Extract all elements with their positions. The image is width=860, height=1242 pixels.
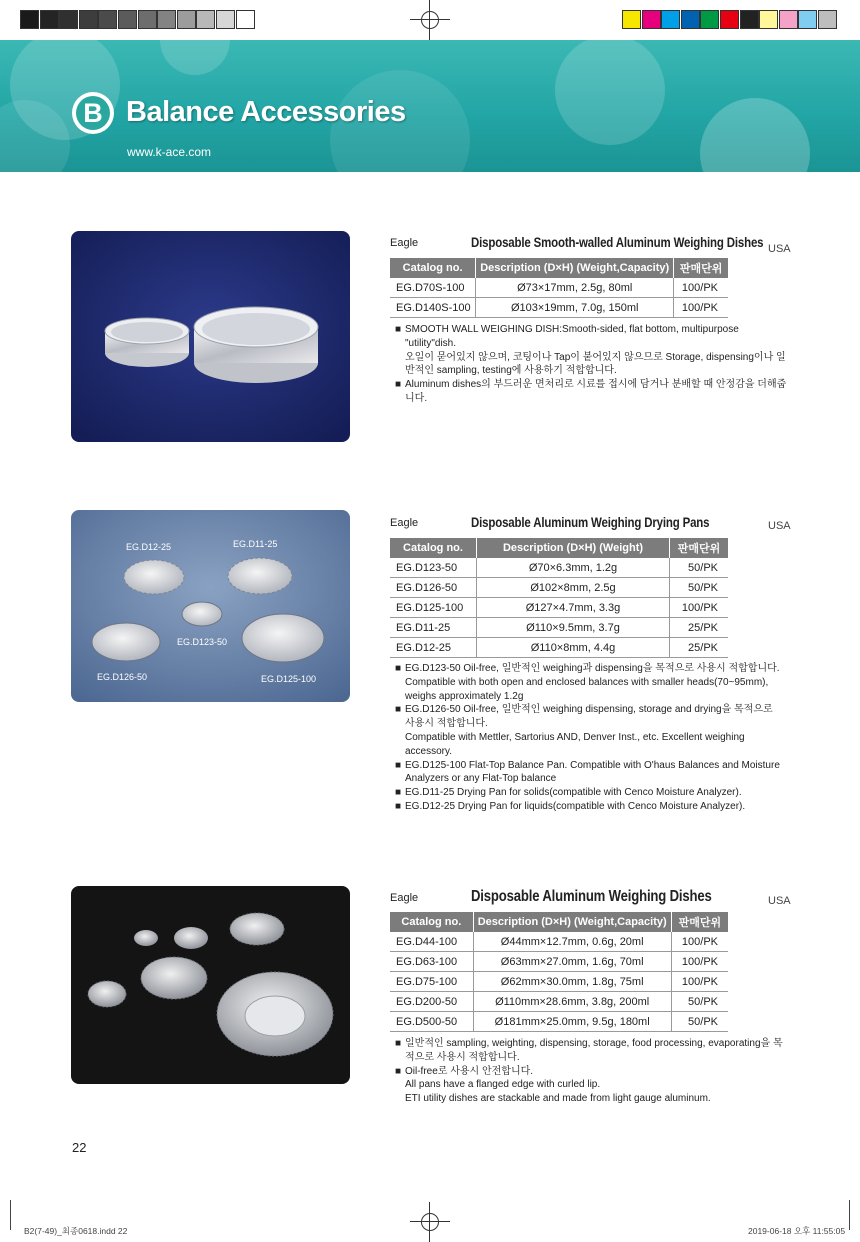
section-badge	[72, 92, 114, 134]
table-row	[390, 932, 728, 952]
table-row	[390, 992, 728, 1012]
note-item: ■ EG.D125-100 Flat-Top Balance Pan. Compatible with O'haus Balances and Moisture Analyzers or any Flat-Top balance	[395, 759, 780, 785]
catalog-number: EG.D63-100	[390, 952, 473, 972]
note-item: ■ SMOOTH WALL WEIGHING DISH:Smooth-sided, flat bottom, multipurpose "utility"dish. 오일이 묻어있지 않으며, 코팅이나 Tap이 붙어있지 않으므로 Storage, dispensing이나 일 반적인 sampling, testing에 사용하기 적합합니다.	[395, 324, 786, 377]
catalog-number: EG.D11-25	[390, 618, 477, 638]
catalog-number: EG.D126-50	[390, 578, 477, 598]
sales-unit: 100/PK	[674, 278, 728, 298]
product-photo-smooth-walled-dishes	[71, 231, 350, 442]
sales-unit: 100/PK	[671, 932, 728, 952]
column-header-unit: 판매단위	[671, 912, 728, 932]
table-row	[390, 952, 728, 972]
gray-swatch	[20, 10, 39, 29]
page-title: Balance Accessories	[126, 96, 406, 128]
description: Ø103×19mm, 7.0g, 150ml	[476, 298, 674, 318]
catalog-number: EG.D500-50	[390, 1012, 473, 1032]
catalog-number: EG.D44-100	[390, 932, 473, 952]
sales-unit: 100/PK	[671, 972, 728, 992]
website-url[interactable]: www.k-ace.com	[127, 145, 212, 159]
gray-swatch	[79, 10, 98, 29]
gray-swatch	[118, 10, 137, 29]
registration-mark-bottom	[410, 1202, 450, 1242]
footer-timestamp: 2019-06-18 오후 11:55:05	[748, 1226, 846, 1236]
section-letter: B	[76, 96, 110, 130]
product-brand: Eagle	[390, 237, 419, 249]
table-row	[390, 558, 728, 578]
photo-label: EG.D125-100	[261, 674, 317, 684]
description: Ø110×8mm, 4.4g	[477, 638, 670, 658]
catalog-number: EG.D12-25	[390, 638, 477, 658]
spec-table-2	[390, 538, 728, 658]
column-header-description: Description (D×H) (Weight,Capacity)	[476, 258, 674, 278]
table-row	[390, 578, 728, 598]
note-item: ■ EG.D12-25 Drying Pan for liquids(compatible with Cenco Moisture Analyzer).	[395, 800, 746, 812]
description: Ø73×17mm, 2.5g, 80ml	[476, 278, 674, 298]
gray-swatch	[177, 10, 196, 29]
photo-label: EG.D12-25	[126, 542, 172, 552]
color-swatch	[681, 10, 700, 29]
column-header-catalog: Catalog no.	[390, 258, 476, 278]
footer-file-info: B2(7-49)_최종0618.indd 22	[24, 1226, 128, 1236]
gray-swatch	[98, 10, 117, 29]
catalog-number: EG.D140S-100	[390, 298, 476, 318]
color-swatch	[818, 10, 837, 29]
photo-label: EG.D126-50	[97, 672, 148, 682]
column-header-catalog: Catalog no.	[390, 912, 473, 932]
color-swatch	[798, 10, 817, 29]
product-origin: USA	[768, 520, 791, 532]
sales-unit: 100/PK	[670, 598, 729, 618]
description: Ø102×8mm, 2.5g	[477, 578, 670, 598]
description: Ø44mm×12.7mm, 0.6g, 20ml	[473, 932, 671, 952]
product-photo-drying-pans	[71, 510, 350, 702]
catalog-number: EG.D123-50	[390, 558, 477, 578]
column-header-unit: 판매단위	[670, 538, 729, 558]
product-origin: USA	[768, 243, 791, 255]
column-header-unit: 판매단위	[674, 258, 728, 278]
description: Ø62mm×30.0mm, 1.8g, 75ml	[473, 972, 671, 992]
sales-unit: 25/PK	[670, 638, 729, 658]
column-header-description: Description (D×H) (Weight,Capacity)	[473, 912, 671, 932]
product-notes-1	[395, 323, 790, 406]
gray-swatch	[138, 10, 157, 29]
description: Ø127×4.7mm, 3.3g	[477, 598, 670, 618]
product-title: Disposable Aluminum Weighing Dishes	[471, 888, 712, 905]
color-swatch	[661, 10, 680, 29]
note-item: ■ 일반적인 sampling, weighting, dispensing, storage, food processing, evaporating을 목 적으로 사용시 적합합니다.	[395, 1038, 783, 1063]
trim-mark	[10, 1200, 11, 1230]
product-notes-3	[395, 1037, 790, 1106]
note-item: ■ EG.D123-50 Oil-free, 일반적인 weighing과 dispensing을 목적으로 사용시 적합합니다. Compatible with both open and enclosed balances with smaller heads(70~95mm), weighs approximately 1.2g	[395, 663, 780, 702]
photo-label: EG.D123-50	[177, 637, 228, 647]
product-title: Disposable Smooth-walled Aluminum Weighing Dishes	[471, 234, 764, 250]
color-swatch	[622, 10, 641, 29]
trim-mark	[849, 1200, 850, 1230]
color-swatch	[740, 10, 759, 29]
gray-swatch	[216, 10, 235, 29]
description: Ø70×6.3mm, 1.2g	[477, 558, 670, 578]
spec-table-3	[390, 912, 728, 1032]
description: Ø63mm×27.0mm, 1.6g, 70ml	[473, 952, 671, 972]
sales-unit: 100/PK	[674, 298, 728, 318]
table-row	[390, 598, 728, 618]
note-item: ■ EG.D11-25 Drying Pan for solids(compatible with Cenco Moisture Analyzer).	[395, 787, 742, 799]
gray-swatch	[40, 10, 59, 29]
table-row	[390, 298, 728, 318]
color-swatch	[759, 10, 778, 29]
catalog-number: EG.D75-100	[390, 972, 473, 992]
table-row	[390, 1012, 728, 1032]
gray-swatch	[157, 10, 176, 29]
gray-swatch	[236, 10, 255, 29]
table-row	[390, 638, 728, 658]
sales-unit: 50/PK	[671, 1012, 728, 1032]
catalog-number: EG.D70S-100	[390, 278, 476, 298]
color-swatch	[700, 10, 719, 29]
description: Ø110×9.5mm, 3.7g	[477, 618, 670, 638]
spec-table-1	[390, 258, 728, 318]
sales-unit: 50/PK	[670, 558, 729, 578]
column-header-catalog: Catalog no.	[390, 538, 477, 558]
table-row	[390, 278, 728, 298]
note-item: ■ Oil-free로 사용시 안전합니다. All pans have a flanged edge with curled lip. ETI utility dishes are stackable and made from light gauge aluminum.	[395, 1065, 711, 1105]
product-title: Disposable Aluminum Weighing Drying Pans	[471, 514, 710, 530]
photo-label: EG.D11-25	[233, 539, 278, 549]
product-brand: Eagle	[390, 892, 419, 904]
note-item: ■ EG.D126-50 Oil-free, 일반적인 weighing dispensing, storage and drying을 목적으로 사용시 적합합니다. Compatible with Mettler, Sartorius AND, Denver Inst., etc. Excellent weighing accessory.	[395, 704, 773, 757]
sales-unit: 50/PK	[671, 992, 728, 1012]
note-item: ■ Aluminum dishes의 부드러운 면처리로 시료를 접시에 담거나 분배할 때 안정감을 더해줍 니다.	[395, 379, 787, 404]
page-number: 22	[72, 1140, 87, 1155]
registration-mark-top	[410, 0, 450, 40]
description: Ø110mm×28.6mm, 3.8g, 200ml	[473, 992, 671, 1012]
gray-swatch	[196, 10, 215, 29]
product-brand: Eagle	[390, 517, 419, 529]
table-row	[390, 618, 728, 638]
sales-unit: 25/PK	[670, 618, 729, 638]
sales-unit: 50/PK	[670, 578, 729, 598]
product-notes-2	[395, 662, 790, 814]
gray-swatch	[59, 10, 78, 29]
color-swatch	[779, 10, 798, 29]
color-swatch	[720, 10, 739, 29]
color-swatch	[642, 10, 661, 29]
column-header-description: Description (D×H) (Weight)	[477, 538, 670, 558]
description: Ø181mm×25.0mm, 9.5g, 180ml	[473, 1012, 671, 1032]
catalog-number: EG.D200-50	[390, 992, 473, 1012]
table-row	[390, 972, 728, 992]
sales-unit: 100/PK	[671, 952, 728, 972]
product-photo-weighing-dishes	[71, 886, 350, 1084]
catalog-number: EG.D125-100	[390, 598, 477, 618]
product-origin: USA	[768, 895, 791, 907]
